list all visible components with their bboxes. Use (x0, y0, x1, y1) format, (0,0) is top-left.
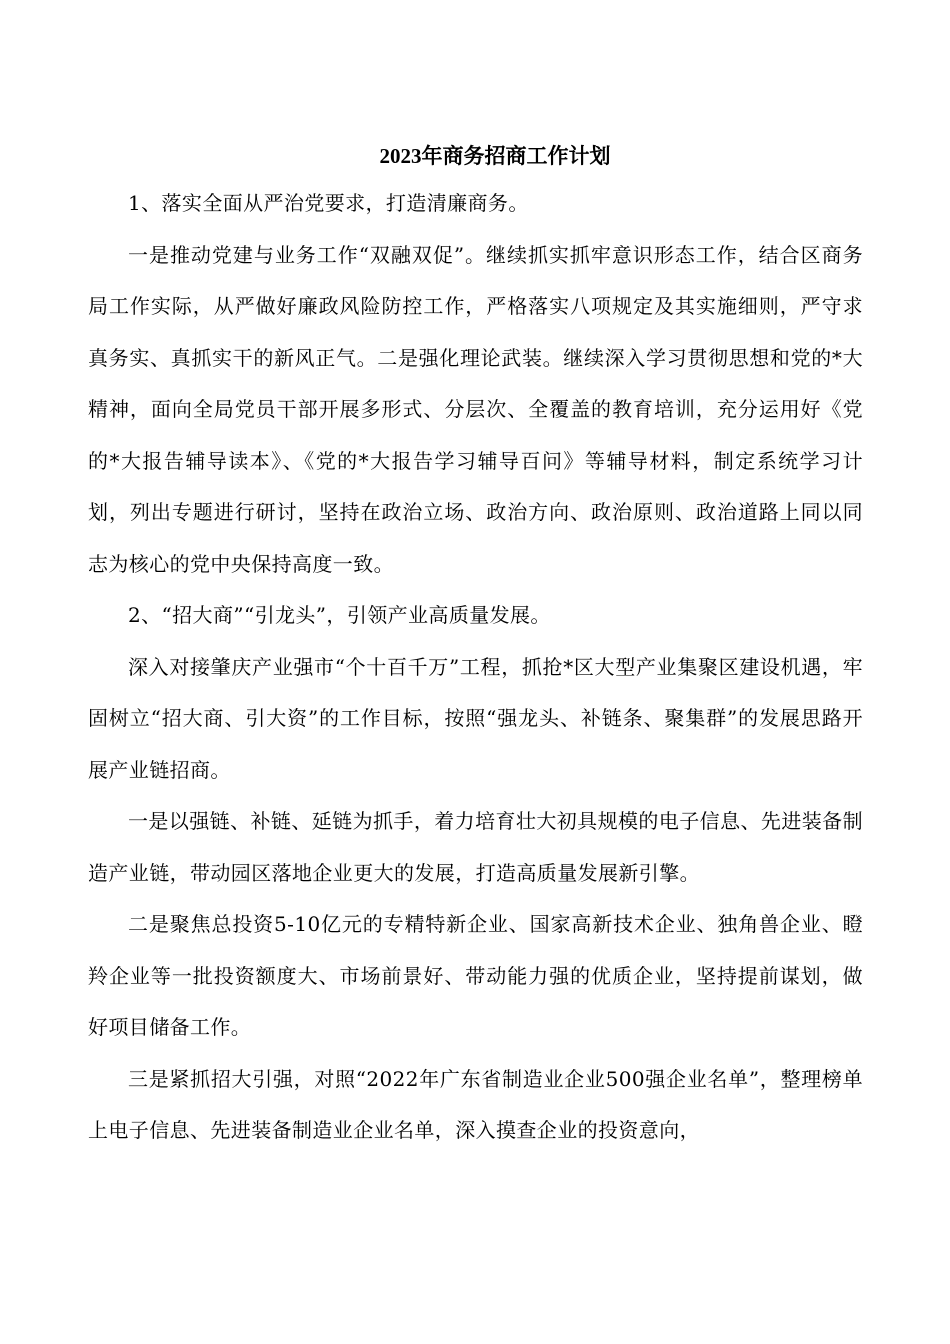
body-paragraph: 二是聚焦总投资5-10亿元的专精特新企业、国家高新技术企业、独角兽企业、瞪羚企业等一批投资额度大、市场前景好、带动能力强的优质企业，坚持提前谋划，做好项目储备工作。 (88, 912, 863, 1039)
section-heading-1: 1、落实全面从严治党要求，打造清廉商务。 (128, 191, 529, 215)
document-body (88, 178, 863, 1157)
body-paragraph: 深入对接肇庆产业强市“个十百千万”工程，抓抢*区大型产业集聚区建设机遇，牢固树立“招大商、引大资”的工作目标，按照“强龙头、补链条、聚集群”的发展思路开展产业链招商。 (88, 654, 863, 782)
body-paragraph: 一是以强链、补链、延链为抓手，着力培育壮大初具规模的电子信息、先进装备制造产业链，带动园区落地企业更大的发展，打造高质量发展新引擎。 (88, 809, 863, 885)
section-heading-2: 2、“招大商”“引龙头”，引领产业高质量发展。 (128, 603, 551, 627)
document-title: 2023年商务招商工作计划 (379, 144, 611, 168)
body-paragraph: 三是紧抓招大引强，对照“2022年广东省制造业企业500强企业名单”，整理榜单上电子信息、先进装备制造业企业名单，深入摸查企业的投资意向， (88, 1066, 863, 1142)
body-paragraph: 一是推动党建与业务工作“双融双促”。继续抓实抓牢意识形态工作，结合区商务局工作实际，从严做好廉政风险防控工作，严格落实八项规定及其实施细则，严守求真务实、真抓实干的新风正气。二是强化理论武装。继续深入学习贯彻思想和党的*大精神，面向全局党员干部开展多形式、分层次、全覆盖的教育培训，充分运用好《党的*大报告辅导读本》、《党的*大报告学习辅导百问》等辅导材料，制定系统学习计划，列出专题进行研讨，坚持在政治立场、政治方向、政治原则、政治道路上同以同志为核心的党中央保持高度一致。 (88, 242, 863, 576)
